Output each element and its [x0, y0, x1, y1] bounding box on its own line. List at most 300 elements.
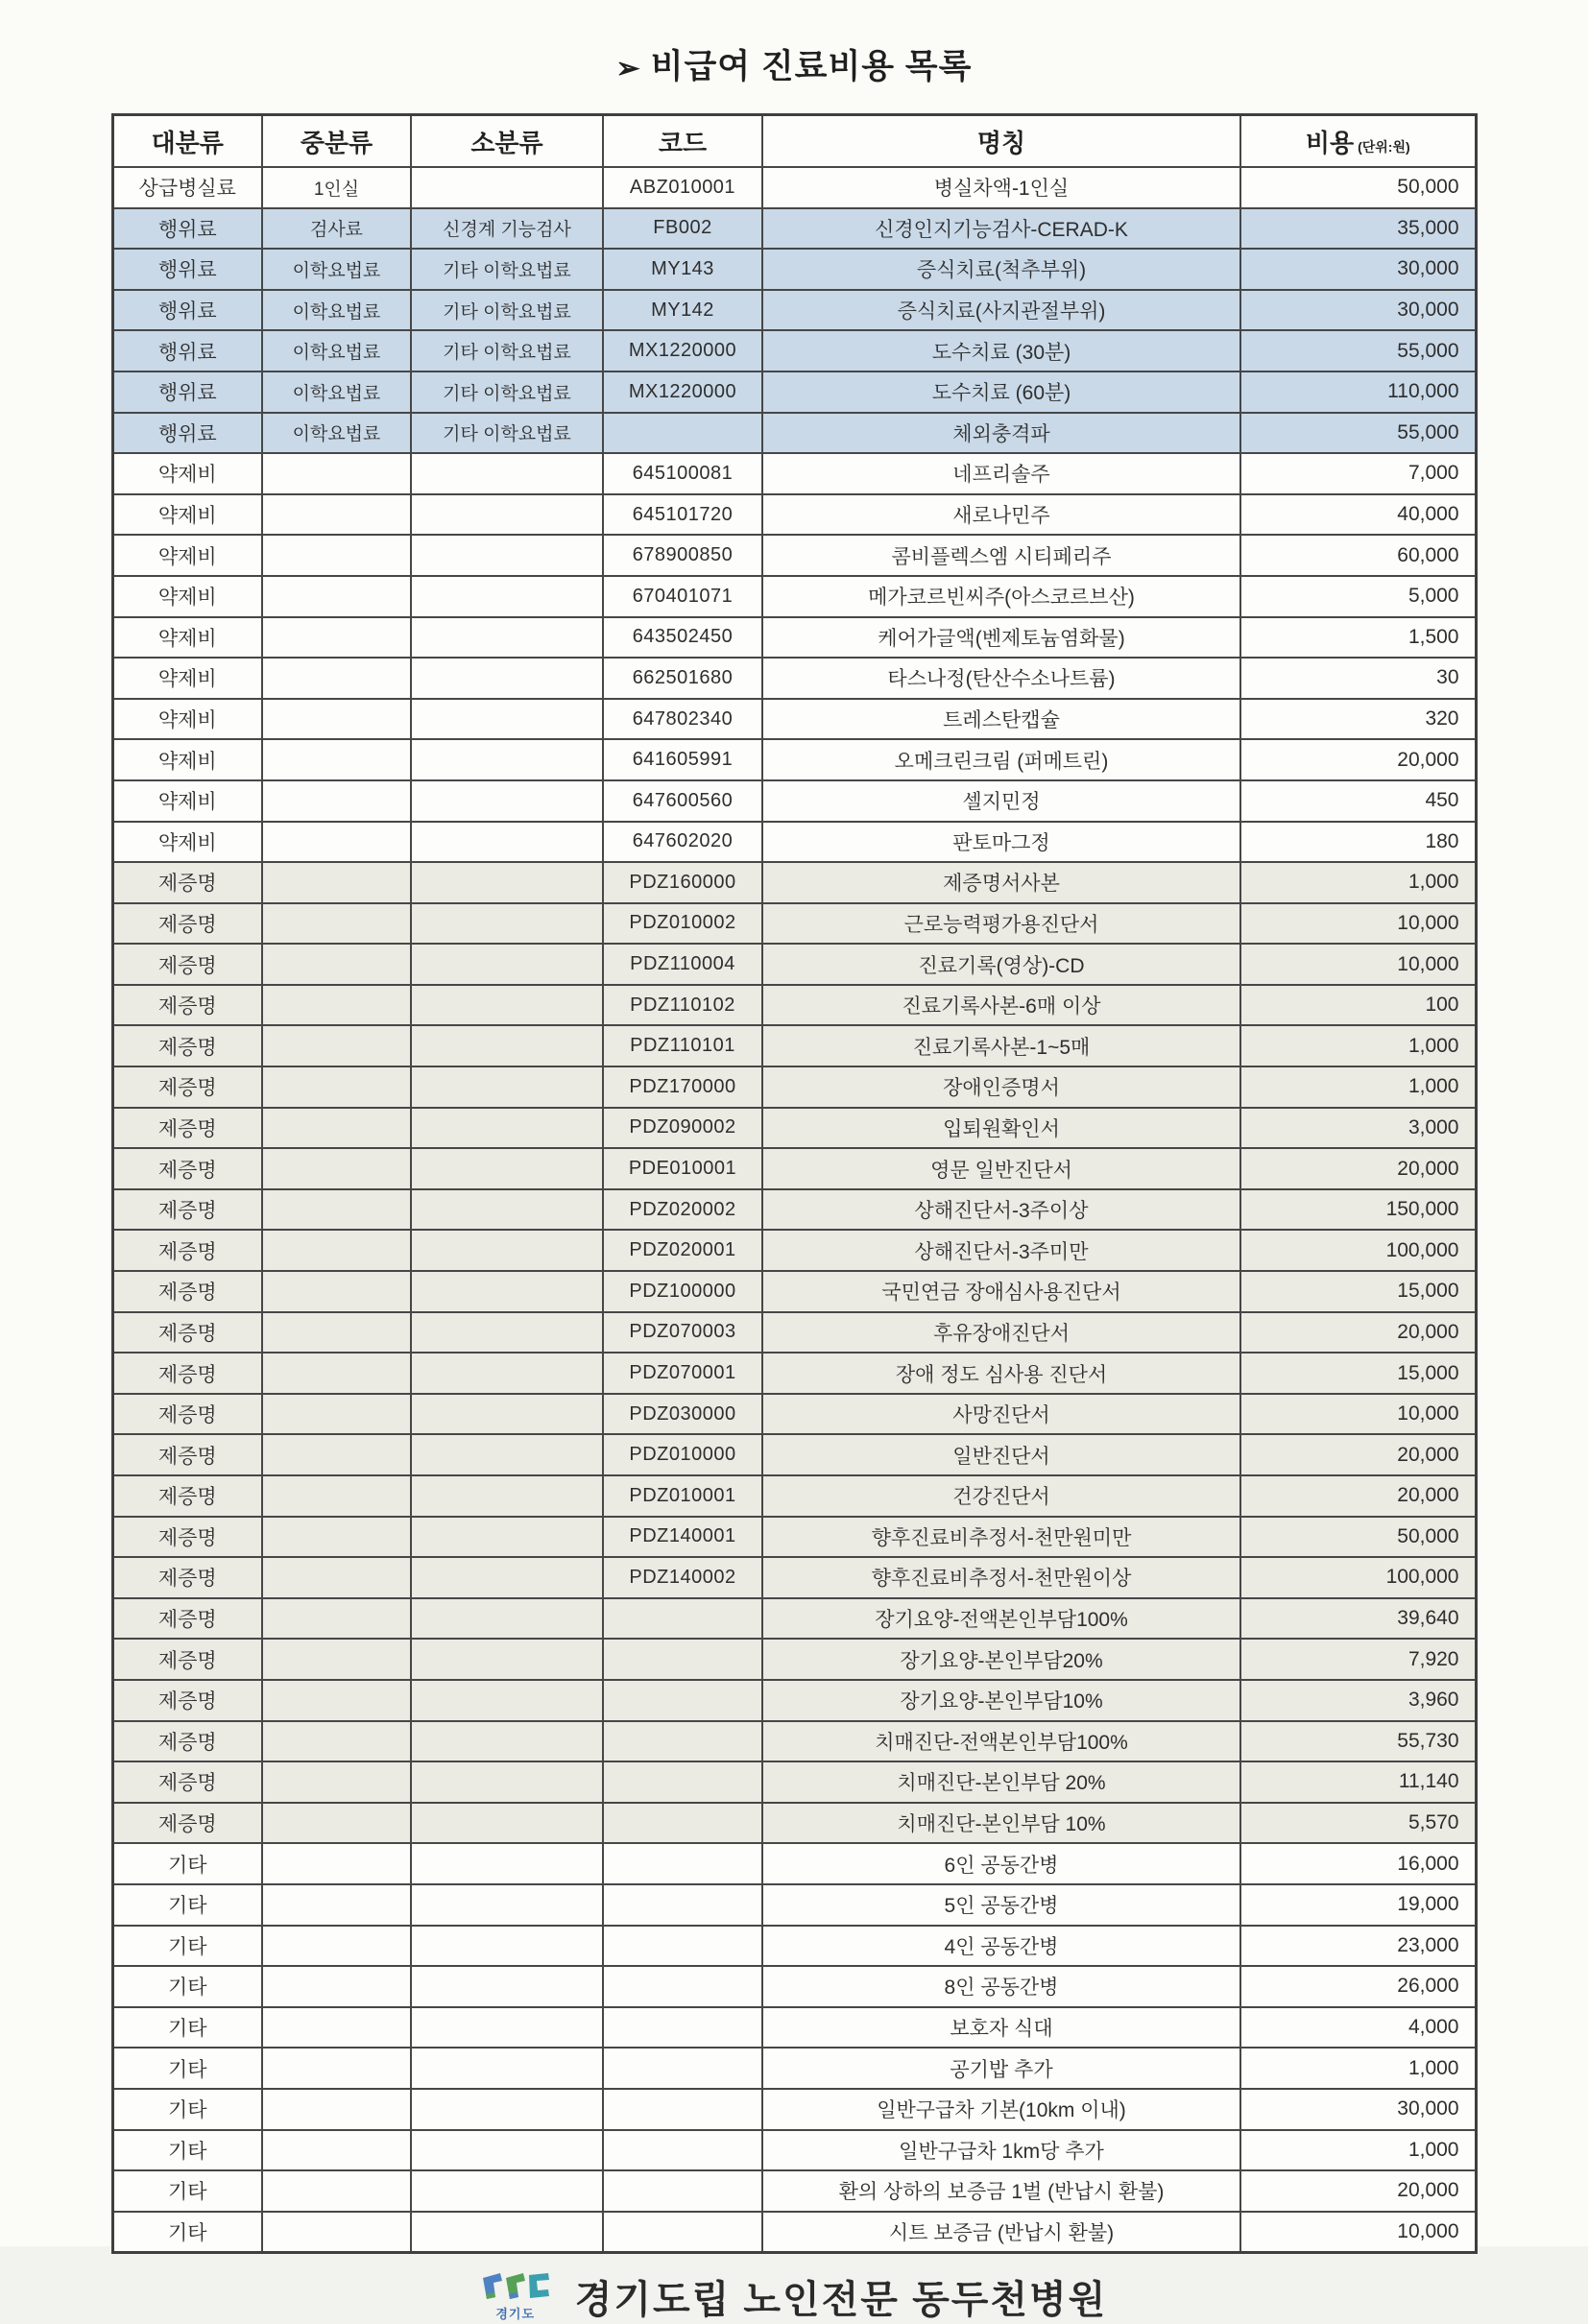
cell-major-category: 약제비 [112, 822, 262, 863]
cell-cost: 3,960 [1240, 1680, 1476, 1721]
cell-cost: 10,000 [1240, 2212, 1476, 2253]
cell-cost: 20,000 [1240, 2170, 1476, 2212]
table-row [112, 453, 1476, 494]
cell-name: 판토마그정 [762, 822, 1240, 863]
cell-major-category: 제증명 [112, 903, 262, 945]
cell-cost: 450 [1240, 780, 1476, 822]
cell-minor-category [411, 944, 603, 985]
fee-table [111, 113, 1478, 2254]
cell-name: 트레스탄캡슐 [762, 699, 1240, 740]
cell-major-category: 제증명 [112, 985, 262, 1026]
cell-cost: 30 [1240, 658, 1476, 699]
cell-middle-category [262, 822, 411, 863]
cell-name: 진료기록사본-1~5매 [762, 1025, 1240, 1066]
cell-cost: 1,000 [1240, 862, 1476, 903]
cell-middle-category [262, 903, 411, 945]
cell-major-category: 제증명 [112, 1189, 262, 1231]
table-row [112, 1680, 1476, 1721]
table-row [112, 1884, 1476, 1926]
cell-code [603, 413, 762, 454]
cell-code [603, 2048, 762, 2089]
table-row [112, 617, 1476, 659]
cell-name: 병실차액-1인실 [762, 167, 1240, 208]
cell-name: 장기요양-본인부담10% [762, 1680, 1240, 1721]
cell-code: 645100081 [603, 453, 762, 494]
cell-middle-category [262, 1475, 411, 1517]
cell-major-category: 제증명 [112, 1721, 262, 1762]
cell-minor-category [411, 1230, 603, 1271]
cell-middle-category [262, 1680, 411, 1721]
cell-middle-category [262, 1721, 411, 1762]
cell-middle-category: 1인실 [262, 167, 411, 208]
cell-cost: 7,000 [1240, 453, 1476, 494]
cell-minor-category [411, 903, 603, 945]
cell-major-category: 기타 [112, 2130, 262, 2171]
cell-code: PDZ020002 [603, 1189, 762, 1231]
table-row [112, 1025, 1476, 1066]
table-row [112, 1761, 1476, 1803]
cell-code [603, 1721, 762, 1762]
cell-code: 678900850 [603, 535, 762, 576]
cell-code: PDZ020001 [603, 1230, 762, 1271]
cell-cost: 30,000 [1240, 249, 1476, 290]
cell-minor-category [411, 1680, 603, 1721]
cell-major-category: 약제비 [112, 658, 262, 699]
cell-middle-category [262, 1312, 411, 1354]
page-title [0, 0, 1588, 88]
table-row [112, 1926, 1476, 1967]
cell-code: PDZ140001 [603, 1517, 762, 1558]
cell-code: 670401071 [603, 576, 762, 617]
table-row [112, 1312, 1476, 1354]
cell-minor-category: 기타 이학요법료 [411, 290, 603, 331]
cell-middle-category [262, 1189, 411, 1231]
cell-major-category: 제증명 [112, 1639, 262, 1680]
cell-minor-category [411, 780, 603, 822]
cell-cost: 20,000 [1240, 1475, 1476, 1517]
cell-middle-category: 이학요법료 [262, 249, 411, 290]
cell-major-category: 기타 [112, 2007, 262, 2048]
cell-minor-category [411, 2007, 603, 2048]
cell-major-category: 기타 [112, 1926, 262, 1967]
cell-minor-category [411, 822, 603, 863]
fee-table-body [112, 167, 1476, 2253]
cell-code [603, 1966, 762, 2007]
cell-name: 진료기록(영상)-CD [762, 944, 1240, 985]
table-row [112, 2170, 1476, 2212]
cell-name: 국민연금 장애심사용진단서 [762, 1271, 1240, 1312]
cell-major-category: 기타 [112, 1966, 262, 2007]
table-row [112, 413, 1476, 454]
cell-name: 오메크린크림 (퍼메트린) [762, 739, 1240, 780]
cell-middle-category [262, 1557, 411, 1598]
cell-major-category: 행위료 [112, 413, 262, 454]
cell-middle-category [262, 1025, 411, 1066]
cell-code [603, 1639, 762, 1680]
cell-code: PDZ160000 [603, 862, 762, 903]
cell-name: 셀지민정 [762, 780, 1240, 822]
cell-code: PDZ010000 [603, 1434, 762, 1475]
table-row [112, 1475, 1476, 1517]
cell-middle-category: 이학요법료 [262, 330, 411, 371]
table-row [112, 862, 1476, 903]
cell-major-category: 제증명 [112, 1148, 262, 1189]
cell-middle-category [262, 535, 411, 576]
cell-major-category: 약제비 [112, 576, 262, 617]
cell-name: 향후진료비추정서-천만원미만 [762, 1517, 1240, 1558]
cell-major-category: 제증명 [112, 1557, 262, 1598]
cell-middle-category [262, 985, 411, 1026]
cell-code: 641605991 [603, 739, 762, 780]
cell-name: 메가코르빈씨주(아스코르브산) [762, 576, 1240, 617]
cell-major-category: 약제비 [112, 617, 262, 659]
cell-name: 장기요양-전액본인부담100% [762, 1598, 1240, 1640]
cell-middle-category [262, 494, 411, 536]
cell-name: 영문 일반진단서 [762, 1148, 1240, 1189]
cell-major-category: 제증명 [112, 1353, 262, 1394]
cell-major-category: 제증명 [112, 1312, 262, 1354]
table-row [112, 2007, 1476, 2048]
cell-code: PDZ070001 [603, 1353, 762, 1394]
cell-middle-category [262, 699, 411, 740]
cell-cost: 15,000 [1240, 1271, 1476, 1312]
cell-name: 치매진단-본인부담 10% [762, 1803, 1240, 1844]
cell-code: 647802340 [603, 699, 762, 740]
cell-code: MY143 [603, 249, 762, 290]
cell-name: 증식치료(척추부위) [762, 249, 1240, 290]
cell-cost: 150,000 [1240, 1189, 1476, 1231]
cell-minor-category [411, 1557, 603, 1598]
cell-name: 네프리솔주 [762, 453, 1240, 494]
cell-name: 콤비플렉스엠 시티페리주 [762, 535, 1240, 576]
cell-cost: 55,000 [1240, 413, 1476, 454]
cell-minor-category [411, 1312, 603, 1354]
cell-name: 환의 상하의 보증금 1벌 (반납시 환불) [762, 2170, 1240, 2212]
table-row [112, 2048, 1476, 2089]
cell-cost: 20,000 [1240, 1148, 1476, 1189]
cell-name: 4인 공동간병 [762, 1926, 1240, 1967]
cell-code: PDZ170000 [603, 1066, 762, 1108]
cell-major-category: 상급병실료 [112, 167, 262, 208]
cell-middle-category [262, 1230, 411, 1271]
cell-middle-category [262, 1843, 411, 1884]
cell-cost: 16,000 [1240, 1843, 1476, 1884]
table-row [112, 1066, 1476, 1108]
cell-major-category: 행위료 [112, 290, 262, 331]
cell-minor-category [411, 1843, 603, 1884]
cell-minor-category [411, 167, 603, 208]
cell-middle-category [262, 1353, 411, 1394]
cell-minor-category [411, 1025, 603, 1066]
cell-name: 치매진단-본인부담 20% [762, 1761, 1240, 1803]
cell-name: 체외충격파 [762, 413, 1240, 454]
cell-name: 입퇴원확인서 [762, 1108, 1240, 1149]
cell-cost: 30,000 [1240, 2089, 1476, 2130]
cell-code [603, 2130, 762, 2171]
table-row [112, 739, 1476, 780]
cell-cost: 5,000 [1240, 576, 1476, 617]
table-row [112, 1189, 1476, 1231]
cell-cost: 100,000 [1240, 1557, 1476, 1598]
cell-major-category: 제증명 [112, 1025, 262, 1066]
cell-middle-category [262, 739, 411, 780]
cell-cost: 1,000 [1240, 1066, 1476, 1108]
cell-code [603, 1843, 762, 1884]
cell-middle-category [262, 1271, 411, 1312]
cell-major-category: 제증명 [112, 1598, 262, 1640]
cell-code: PDZ030000 [603, 1394, 762, 1435]
cell-name: 후유장애진단서 [762, 1312, 1240, 1354]
cell-minor-category [411, 2130, 603, 2171]
cell-name: 진료기록사본-6매 이상 [762, 985, 1240, 1026]
cell-major-category: 기타 [112, 2170, 262, 2212]
table-row [112, 371, 1476, 413]
cell-cost: 20,000 [1240, 1312, 1476, 1354]
cell-minor-category [411, 658, 603, 699]
cell-cost: 10,000 [1240, 903, 1476, 945]
cell-minor-category [411, 2089, 603, 2130]
cell-middle-category [262, 1434, 411, 1475]
cell-major-category: 행위료 [112, 330, 262, 371]
cell-minor-category [411, 699, 603, 740]
cell-code: PDZ010002 [603, 903, 762, 945]
cell-middle-category [262, 1926, 411, 1967]
table-row [112, 167, 1476, 208]
cell-cost: 50,000 [1240, 167, 1476, 208]
cell-major-category: 약제비 [112, 453, 262, 494]
cell-name: 건강진단서 [762, 1475, 1240, 1517]
cell-name: 사망진단서 [762, 1394, 1240, 1435]
cell-cost: 110,000 [1240, 371, 1476, 413]
cell-middle-category [262, 1966, 411, 2007]
cell-major-category: 제증명 [112, 1680, 262, 1721]
table-row [112, 1639, 1476, 1680]
cell-minor-category [411, 985, 603, 1026]
cell-minor-category [411, 494, 603, 536]
cell-name: 신경인지기능검사-CERAD-K [762, 208, 1240, 250]
cell-minor-category [411, 2048, 603, 2089]
cell-name: 증식치료(사지관절부위) [762, 290, 1240, 331]
page-title-text: 비급여 진료비용 목록 [650, 48, 973, 85]
table-row [112, 1394, 1476, 1435]
cell-cost: 1,000 [1240, 2048, 1476, 2089]
cell-major-category: 행위료 [112, 371, 262, 413]
cell-name: 일반진단서 [762, 1434, 1240, 1475]
cell-code: 647602020 [603, 822, 762, 863]
table-row [112, 2130, 1476, 2171]
table-row [112, 944, 1476, 985]
cell-code [603, 2170, 762, 2212]
table-row [112, 576, 1476, 617]
cell-name: 도수치료 (30분) [762, 330, 1240, 371]
cell-middle-category [262, 2089, 411, 2130]
cell-middle-category [262, 1884, 411, 1926]
cell-code [603, 2212, 762, 2253]
cell-minor-category [411, 1394, 603, 1435]
cell-name: 치매진단-전액본인부담100% [762, 1721, 1240, 1762]
cell-minor-category: 기타 이학요법료 [411, 413, 603, 454]
cell-middle-category: 이학요법료 [262, 413, 411, 454]
cell-minor-category: 기타 이학요법료 [411, 330, 603, 371]
cell-minor-category [411, 453, 603, 494]
gyeonggi-logo-icon [481, 2271, 550, 2302]
cell-cost: 4,000 [1240, 2007, 1476, 2048]
header-row [112, 115, 1476, 168]
table-row [112, 1271, 1476, 1312]
table-row [112, 1353, 1476, 1394]
cell-code: ABZ010001 [603, 167, 762, 208]
cell-major-category: 제증명 [112, 944, 262, 985]
cell-major-category: 기타 [112, 2048, 262, 2089]
cell-name: 5인 공동간병 [762, 1884, 1240, 1926]
table-row [112, 330, 1476, 371]
hospital-name: 경기도립 노인전문 동두천병원 [574, 2279, 1108, 2322]
cell-minor-category: 기타 이학요법료 [411, 249, 603, 290]
header-cost-unit: (단위:원) [1358, 138, 1410, 155]
cell-code: FB002 [603, 208, 762, 250]
table-row [112, 494, 1476, 536]
table-row [112, 1230, 1476, 1271]
cell-middle-category [262, 658, 411, 699]
cell-cost: 7,920 [1240, 1639, 1476, 1680]
table-row [112, 780, 1476, 822]
cell-code [603, 1761, 762, 1803]
cell-code: PDZ100000 [603, 1271, 762, 1312]
cell-code: PDZ110004 [603, 944, 762, 985]
cell-middle-category [262, 1394, 411, 1435]
cell-name: 상해진단서-3주이상 [762, 1189, 1240, 1231]
cell-code: PDZ070003 [603, 1312, 762, 1354]
cell-cost: 10,000 [1240, 944, 1476, 985]
cell-minor-category [411, 1148, 603, 1189]
cell-minor-category [411, 1598, 603, 1640]
cell-minor-category [411, 1761, 603, 1803]
table-row [112, 1557, 1476, 1598]
cell-cost: 10,000 [1240, 1394, 1476, 1435]
cell-code: PDZ110101 [603, 1025, 762, 1066]
cell-cost: 5,570 [1240, 1803, 1476, 1844]
cell-code [603, 1803, 762, 1844]
gyeonggi-logo [481, 2271, 550, 2322]
table-row [112, 658, 1476, 699]
cell-code: 647600560 [603, 780, 762, 822]
cell-middle-category: 검사료 [262, 208, 411, 250]
cell-major-category: 약제비 [112, 780, 262, 822]
cell-major-category: 제증명 [112, 1761, 262, 1803]
table-row [112, 1803, 1476, 1844]
cell-middle-category [262, 1639, 411, 1680]
cell-minor-category [411, 2212, 603, 2253]
header-cost [1240, 115, 1476, 168]
cell-minor-category [411, 2170, 603, 2212]
gyeonggi-logo-caption: 경기도 [495, 2307, 536, 2322]
header-middle-category: 중분류 [262, 115, 411, 168]
cell-minor-category [411, 1108, 603, 1149]
cell-minor-category [411, 1639, 603, 1680]
cell-minor-category: 신경계 기능검사 [411, 208, 603, 250]
cell-code: MY142 [603, 290, 762, 331]
cell-major-category: 제증명 [112, 1394, 262, 1435]
cell-cost: 100 [1240, 985, 1476, 1026]
cell-code: PDZ010001 [603, 1475, 762, 1517]
table-row [112, 822, 1476, 863]
cell-name: 보호자 식대 [762, 2007, 1240, 2048]
cell-name: 장애 정도 심사용 진단서 [762, 1353, 1240, 1394]
cell-middle-category [262, 1066, 411, 1108]
cell-minor-category [411, 1271, 603, 1312]
cell-cost: 60,000 [1240, 535, 1476, 576]
cell-code: MX1220000 [603, 330, 762, 371]
cell-cost: 55,730 [1240, 1721, 1476, 1762]
table-row [112, 1966, 1476, 2007]
cell-middle-category [262, 576, 411, 617]
cell-code: PDZ110102 [603, 985, 762, 1026]
table-row [112, 1843, 1476, 1884]
cell-major-category: 제증명 [112, 1475, 262, 1517]
table-row [112, 2089, 1476, 2130]
cell-minor-category [411, 1066, 603, 1108]
table-row [112, 249, 1476, 290]
cell-major-category: 제증명 [112, 1803, 262, 1844]
table-row [112, 1434, 1476, 1475]
cell-cost: 180 [1240, 822, 1476, 863]
cell-minor-category [411, 576, 603, 617]
cell-minor-category [411, 617, 603, 659]
cell-code: 645101720 [603, 494, 762, 536]
cell-cost: 23,000 [1240, 1926, 1476, 1967]
cell-code [603, 1598, 762, 1640]
cell-code [603, 1884, 762, 1926]
cell-middle-category [262, 1148, 411, 1189]
cell-cost: 20,000 [1240, 1434, 1476, 1475]
header-code: 코드 [603, 115, 762, 168]
cell-major-category: 약제비 [112, 535, 262, 576]
cell-cost: 19,000 [1240, 1884, 1476, 1926]
header-cost-label: 비용 [1305, 128, 1355, 157]
cell-middle-category [262, 2130, 411, 2171]
cell-minor-category [411, 1721, 603, 1762]
cell-cost: 39,640 [1240, 1598, 1476, 1640]
header-major-category: 대분류 [112, 115, 262, 168]
table-row [112, 903, 1476, 945]
cell-middle-category [262, 617, 411, 659]
cell-middle-category [262, 1761, 411, 1803]
cell-name: 8인 공동간병 [762, 1966, 1240, 2007]
cell-middle-category [262, 780, 411, 822]
cell-code: PDE010001 [603, 1148, 762, 1189]
cell-name: 새로나민주 [762, 494, 1240, 536]
footer [0, 2269, 1588, 2324]
cell-minor-category [411, 1926, 603, 1967]
cell-minor-category [411, 1884, 603, 1926]
cell-major-category: 제증명 [112, 1108, 262, 1149]
cell-name: 도수치료 (60분) [762, 371, 1240, 413]
cell-code: 662501680 [603, 658, 762, 699]
cell-major-category: 행위료 [112, 208, 262, 250]
cell-cost: 1,500 [1240, 617, 1476, 659]
cell-cost: 1,000 [1240, 1025, 1476, 1066]
cell-name: 케어가글액(벤제토늄염화물) [762, 617, 1240, 659]
cell-code: MX1220000 [603, 371, 762, 413]
cell-cost: 11,140 [1240, 1761, 1476, 1803]
cell-minor-category [411, 1517, 603, 1558]
cell-major-category: 제증명 [112, 1434, 262, 1475]
cell-major-category: 기타 [112, 2212, 262, 2253]
cell-code: 643502450 [603, 617, 762, 659]
cell-major-category: 기타 [112, 1884, 262, 1926]
cell-name: 장애인증명서 [762, 1066, 1240, 1108]
table-row [112, 535, 1476, 576]
